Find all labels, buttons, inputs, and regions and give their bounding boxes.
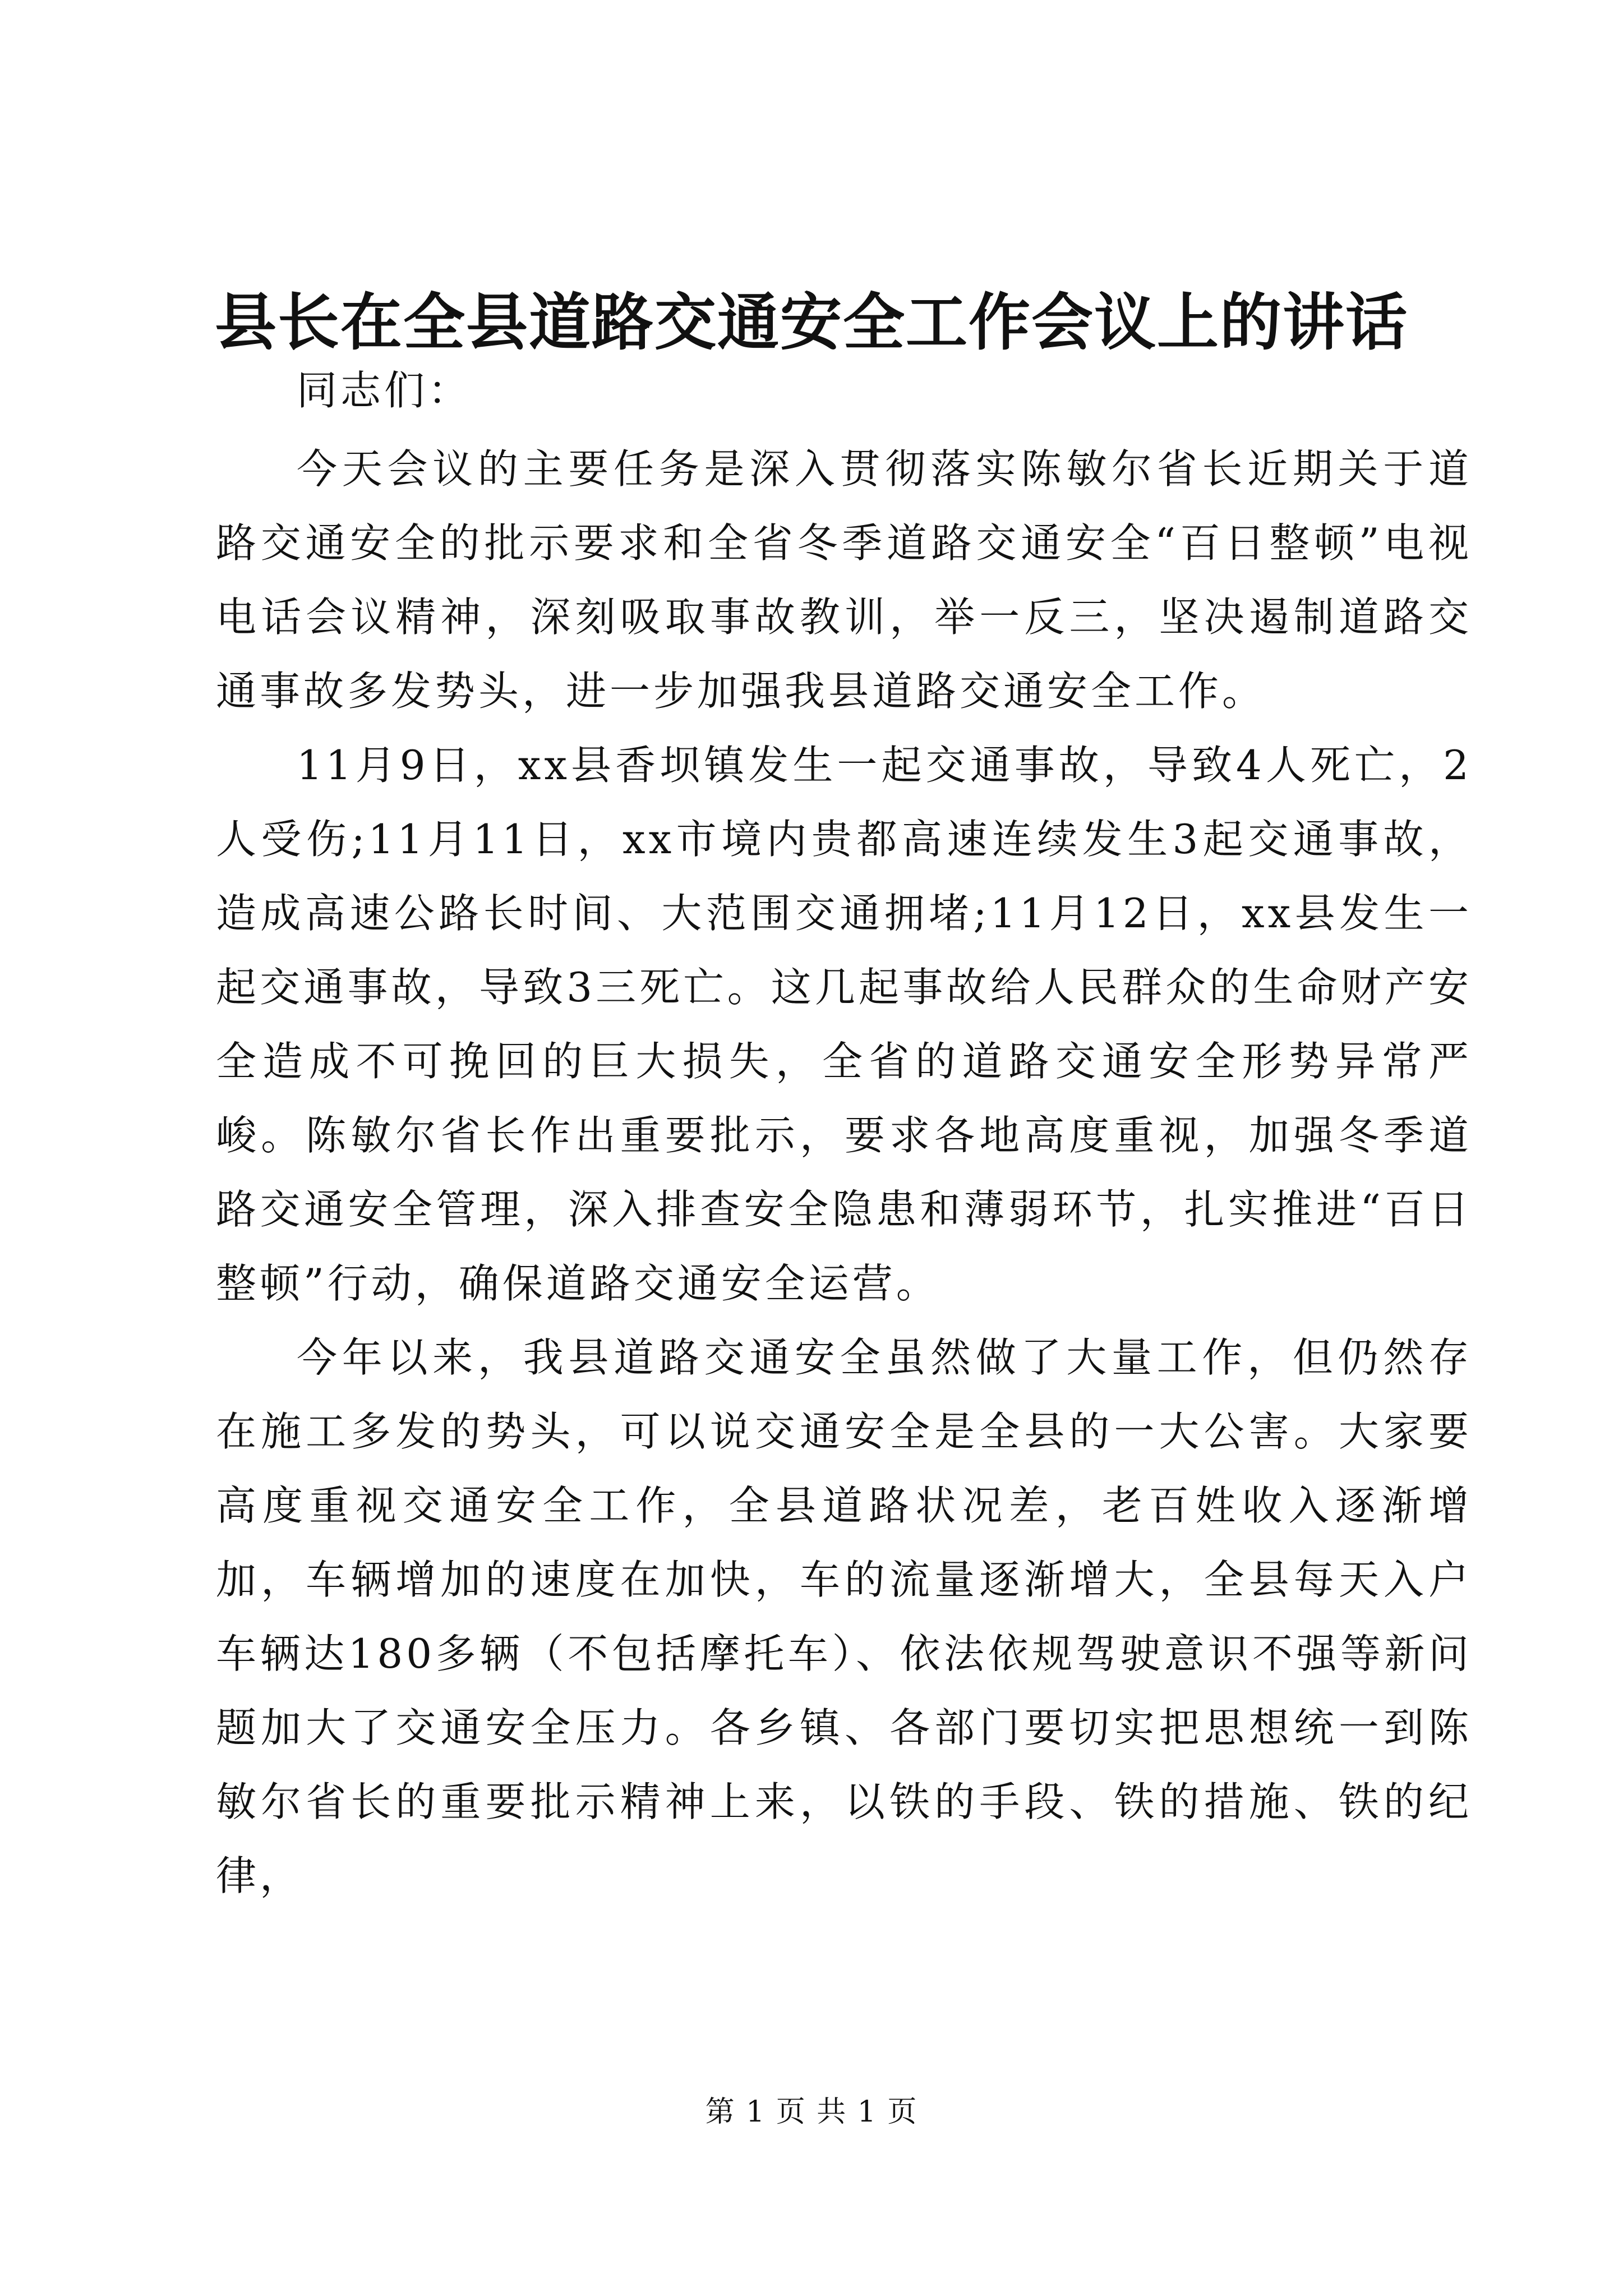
document-title: 县长在全县道路交通安全工作会议上的讲话 [215, 286, 1408, 358]
salutation: 同志们： [297, 367, 472, 414]
paragraph-3: 今年以来，我县道路交通安全虽然做了大量工作，但仍然存在施工多发的势头，可以说交通安全是全县的一大公害。大家要高度重视交通安全工作，全县道路状况差，老百姓收入逐渐增加，车辆增加的速度在加快，车的流量逐渐增大，全县每天入户车辆达180多辆（不包括摩托车）、依法依规驾驶意识不强等新问题加大了交通安全压力。各乡镇、各部门要切实把思想统一到陈敏尔省长的重要批示精神上来，以铁的手段、铁的措施、铁的纪律， [216, 1334, 1472, 1899]
page-number-footer: 第 1 页 共 1 页 [705, 2095, 918, 2129]
paragraph-2: 11月9日，xx县香坝镇发生一起交通事故，导致4人死亡，2人受伤;11月11日，xx市境内贵都高速连续发生3起交通事故，造成高速公路长时间、大范围交通拥堵;11月12日，xx县发生一起交通事故，导致3三死亡。这几起事故给人民群众的生命财产安全造成不可挽回的巨大损失，全省的道路交通安全形势异常严峻。陈敏尔省长作出重要批示，要求各地高度重视，加强冬季道路交通安全管理，深入排查安全隐患和薄弱环节，扎实推进“百日整顿”行动，确保道路交通安全运营。 [216, 742, 1472, 1307]
paragraph-1: 今天会议的主要任务是深入贯彻落实陈敏尔省长近期关于道路交通安全的批示要求和全省冬季道路交通安全“百日整顿”电视电话会议精神，深刻吸取事故教训，举一反三，坚决遏制道路交通事故多发势头，进一步加强我县道路交通安全工作。 [216, 445, 1472, 715]
document-body [216, 353, 1472, 1913]
